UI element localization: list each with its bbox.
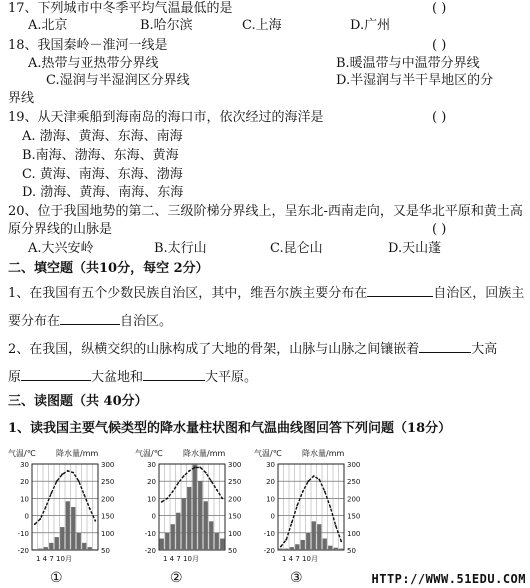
precipitation-bar [44,547,48,550]
precipitation-tick-label: 250 [347,478,361,487]
precipitation-bar [49,543,53,550]
q20-stem-line1: 20、位于我国地势的第二、三级阶梯分界线上，呈东北-西南走向，又是华北平原和黄土高 [8,204,523,219]
precipitation-bar [284,549,288,550]
section2-title: 二、填空题（共10分，每空 2分） [8,261,209,276]
temperature-tick-label: 0 [24,512,29,521]
fill-q1-text-d: 自治区。 [120,314,173,329]
temperature-tick-label: 10 [266,495,275,504]
temperature-point [188,470,190,472]
fill-blank-2[interactable] [60,312,120,325]
q20-answer-paren: ( ) [432,222,447,237]
temperature-point [302,491,304,493]
precipitation-bar [193,464,197,550]
fill-q2-text-c: 原 [8,370,22,385]
temperature-point [39,518,41,520]
temperature-point [280,546,282,548]
climate-chart-3 [252,446,380,572]
precipitation-bar [279,549,283,550]
q20-option-c: C.昆仑山 [270,241,323,256]
temperature-point [221,498,223,500]
q20-option-a: A.大兴安岭 [28,241,94,256]
section3-q1: 1、读我国主要气候类型的降水量柱状图和气温曲线图回答下列问题（18分） [8,421,452,436]
fill-blank-1[interactable] [367,284,433,297]
q18-option-c: C.湿润与半湿润区分界线 [46,73,190,88]
temperature-point [61,473,63,475]
q17-option-c: C.上海 [242,18,282,33]
precipitation-tick-label: 100 [347,529,361,538]
q17-stem: 17、下列城市中冬季平均气温最低的是 [8,1,233,16]
temperature-point [67,470,69,472]
temperature-point [335,525,337,527]
temperature-axis-label: 气温/℃ [254,449,282,458]
precipitation-bar [160,539,164,550]
temperature-point [172,491,174,493]
temperature-tick-label: 0 [151,512,156,521]
temperature-point [324,491,326,493]
temperature-point [89,508,91,510]
precipitation-bar [171,524,175,550]
q18-option-a: A.热带与亚热带分界线 [28,56,159,71]
precipitation-bar [323,539,327,550]
precipitation-bar [328,546,332,550]
precipitation-bar [165,533,169,550]
precipitation-tick-label: 200 [347,495,361,504]
precipitation-bar [88,547,92,550]
precipitation-bar [317,524,321,550]
q17-option-b: B.哈尔滨 [140,18,193,33]
q20-stem-line2: 原分界线的山脉是 [8,222,113,237]
temperature-tick-label: -20 [144,547,156,555]
temperature-point [45,506,47,508]
temperature-point [50,492,52,494]
temperature-tick-label: -10 [263,529,275,538]
q18-option-d: D.半湿润与半干旱地区的分 [336,73,494,88]
temperature-point [161,501,163,503]
temperature-tick-label: -20 [263,547,275,555]
site-watermark: HTTP://WWW.51EDU.COM [371,572,526,586]
precipitation-tick-label: 200 [228,495,242,504]
precipitation-tick-label: 150 [228,512,242,521]
precipitation-tick-label: 100 [101,529,115,538]
precipitation-bar [306,533,310,550]
fill-q1-text-b: 自治区，回族主 [433,286,525,301]
temperature-point [205,472,207,474]
temperature-point [183,475,185,477]
precipitation-bar [93,549,97,550]
temperature-point [216,489,218,491]
precipitation-bar [66,501,70,550]
temperature-tick-label: -10 [144,529,156,538]
q17-option-a: A.北京 [28,18,68,33]
q19-option-c: C. 黄海、南海、东海、渤海 [22,167,183,182]
temperature-point [34,523,36,525]
fill-q1-text-c: 要分布在 [8,314,61,329]
fill-q2-text-e: 大平原。 [205,370,258,385]
q19-answer-paren: ( ) [432,110,447,125]
precipitation-axis-label: 降水量/mm [302,449,345,458]
temperature-point [307,480,309,482]
precipitation-tick-label: 50 [228,547,237,555]
fill-q2-text-b: 大高 [471,342,498,357]
temperature-tick-label: 30 [147,461,156,469]
precipitation-bar [187,487,191,550]
temperature-point [329,506,331,508]
temperature-tick-label: 30 [20,461,29,469]
temperature-tick-label: -20 [17,547,29,555]
q17-option-d: D.广州 [350,18,391,33]
q19-option-d: D. 渤海、黄海、南海、东海 [22,185,184,200]
precipitation-bar [209,521,213,550]
temperature-point [340,541,342,543]
temperature-point [210,480,212,482]
chart-caption-3: ③ [290,570,303,586]
fill-q2-text-d: 大盆地和 [91,370,144,385]
temperature-point [94,520,96,522]
chart-caption-1: ① [50,570,63,586]
temperature-tick-label: 20 [266,478,275,487]
climate-chart-1 [6,446,134,572]
temperature-point [166,498,168,500]
temperature-point [285,539,287,541]
precipitation-tick-label: 200 [101,495,115,504]
temperature-tick-label: 30 [266,461,275,469]
temperature-tick-label: 10 [147,495,156,504]
temperature-tick-label: 20 [20,478,29,487]
month-axis-label: 1 4 7 10月 [282,555,318,563]
fill-q1-line1 [8,284,524,302]
climate-chart-2 [133,446,261,572]
q18-answer-paren: ( ) [432,38,447,53]
precipitation-bar [301,540,305,550]
precipitation-tick-label: 100 [228,529,242,538]
fill-blank-3[interactable] [419,340,471,353]
q20-option-b: B.太行山 [154,241,207,256]
precipitation-bar [182,498,186,550]
precipitation-bar [220,539,224,550]
q19-stem: 19、从天津乘船到海南岛的海口市，依次经过的海洋是 [8,110,324,125]
precipitation-bar [290,547,294,550]
temperature-tick-label: -10 [17,529,29,538]
section3-title: 三、读图题（共 40分） [8,394,148,409]
climate-chart-1-svg [6,446,134,568]
temperature-point [83,494,85,496]
precipitation-bar [77,533,81,550]
fill-q2-text-a: 2、在我国，纵横交织的山脉构成了大地的骨架，山脉与山脉之间镶嵌着 [8,342,420,357]
precipitation-axis-label: 降水量/mm [56,449,99,458]
precipitation-bar [334,548,338,550]
precipitation-bar [60,527,64,550]
temperature-point [199,467,201,469]
month-axis-label: 1 4 7 10月 [36,555,72,563]
temperature-axis-label: 气温/℃ [135,449,163,458]
precipitation-axis-label: 降水量/mm [183,449,226,458]
q18-stem: 18、我国秦岭－淮河一线是 [8,38,168,53]
temperature-point [78,480,80,482]
temperature-point [177,482,179,484]
climate-chart-2-svg [133,446,261,568]
precipitation-tick-label: 300 [228,461,242,469]
temperature-point [194,467,196,469]
precipitation-bar [339,549,343,550]
precipitation-bar [295,544,299,550]
precipitation-bar [215,533,219,550]
fill-q2-line1 [8,340,497,358]
fill-q1-line2 [8,312,172,330]
precipitation-tick-label: 150 [101,512,115,521]
temperature-point [72,472,74,474]
precipitation-tick-label: 150 [347,512,361,521]
chart-caption-2: ② [170,570,183,586]
temperature-axis-label: 气温/℃ [8,449,36,458]
fill-q1-text-a: 1、在我国有五个少数民族自治区，其中，维吾尔族主要分布在 [8,286,368,301]
temperature-point [56,480,58,482]
precipitation-bar [33,549,37,550]
climate-chart-3-svg [252,446,380,568]
temperature-point [291,522,293,524]
precipitation-tick-label: 50 [347,547,356,555]
fill-q2-line2 [8,368,257,386]
precipitation-bar [82,543,86,550]
precipitation-bar [38,549,42,550]
precipitation-bar [55,537,59,550]
q18-option-b: B.暖温带与中温带分界线 [336,56,480,71]
precipitation-bar [176,513,180,550]
precipitation-bar [71,507,75,550]
month-axis-label: 1 4 7 10月 [163,555,199,563]
precipitation-tick-label: 300 [347,461,361,469]
temperature-point [318,479,320,481]
q19-option-b: B.南海、渤海、东海、黄海 [22,148,179,163]
temperature-tick-label: 20 [147,478,156,487]
q20-option-d: D.天山蓬 [388,241,442,256]
precipitation-tick-label: 50 [101,547,110,555]
precipitation-tick-label: 250 [228,478,242,487]
precipitation-bar [204,501,208,550]
q19-option-a: A. 渤海、黄海、东海、南海 [22,129,183,144]
temperature-point [313,475,315,477]
precipitation-bar [198,481,202,550]
q18-option-d-continued: 界线 [8,91,35,106]
fill-blank-5[interactable] [143,368,205,381]
precipitation-tick-label: 250 [101,478,115,487]
temperature-point [296,504,298,506]
temperature-tick-label: 10 [20,495,29,504]
q17-answer-paren: ( ) [432,1,447,16]
precipitation-tick-label: 300 [101,461,115,469]
precipitation-bar [312,521,316,550]
temperature-tick-label: 0 [270,512,275,521]
fill-blank-4[interactable] [21,368,91,381]
